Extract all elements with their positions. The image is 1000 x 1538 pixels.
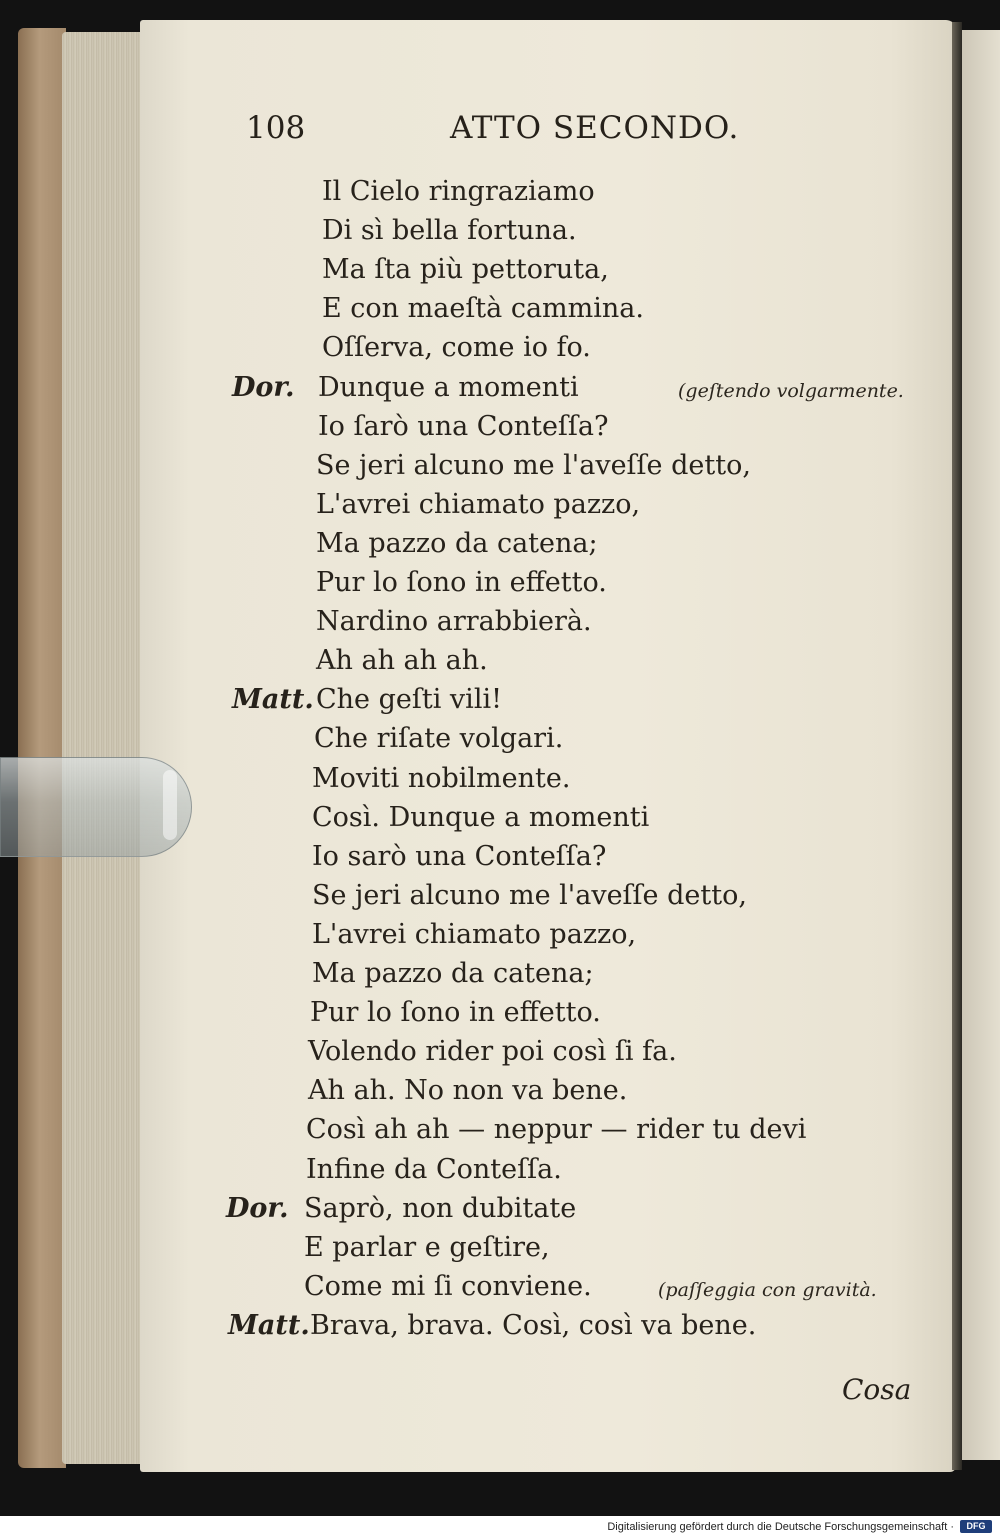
verse-line — [0, 1036, 1000, 1076]
verse-line — [0, 1193, 1000, 1233]
glass-bookmark-clip — [0, 757, 192, 857]
verse-line — [0, 1075, 1000, 1115]
verse-text: Brava, brava. Così, così va bene. — [310, 1309, 757, 1341]
verse-line — [0, 332, 1000, 372]
catchword: Cosa — [842, 1373, 912, 1406]
verse-line — [0, 606, 1000, 646]
speaker-label: Matt. — [228, 1309, 310, 1341]
verse-line — [0, 1271, 1000, 1311]
running-title: ATTO SECONDO. — [450, 110, 740, 146]
verse-line — [0, 215, 1000, 255]
verse-text: Infine da Conteſſa. — [306, 1153, 562, 1185]
verse-text: Ma ſta più pettoruta, — [322, 254, 609, 286]
verse-text: Nardino arrabbierà. — [316, 606, 592, 638]
verse-line — [0, 919, 1000, 959]
verse-text: Il Cielo ringraziamo — [322, 176, 595, 207]
stage-direction: (paſſeggia con gravità. — [658, 1278, 877, 1301]
verse-text: Ma pazzo da catena; — [316, 527, 598, 559]
verse-text: Saprò, non dubitate — [304, 1192, 577, 1224]
verse-line — [0, 489, 1000, 529]
verse-text: Ma pazzo da catena; — [312, 958, 594, 989]
verse-text: Se jeri alcuno me l'aveſſe detto, — [316, 449, 751, 481]
verse-text: Io sarò una Conteſſa? — [312, 840, 607, 872]
verse-line — [0, 1232, 1000, 1272]
verse-text: Moviti nobilmente. — [312, 762, 571, 794]
page-header — [0, 110, 1000, 150]
verse-line — [0, 567, 1000, 607]
verse-text: Che geſti vili! — [316, 684, 502, 716]
verse-text: Come mi ſi conviene. — [304, 1270, 592, 1302]
verse-line — [0, 450, 1000, 490]
verse-line — [0, 645, 1000, 685]
verse-line — [0, 880, 1000, 920]
verse-line — [0, 411, 1000, 451]
verse-text: Pur lo ſono in effetto. — [310, 997, 601, 1029]
speaker-label: Dor. — [226, 1192, 289, 1224]
verse-text: E parlar e geſtire, — [304, 1231, 550, 1263]
verse-line — [0, 1310, 1000, 1350]
verse-line — [0, 372, 1000, 412]
verse-line — [0, 997, 1000, 1037]
speaker-label: Matt. — [232, 684, 314, 716]
verse-text: Di sì bella fortuna. — [322, 215, 577, 247]
verse-line — [0, 1114, 1000, 1154]
verse-text: E con maeſtà cammina. — [322, 293, 644, 325]
verse-line — [0, 293, 1000, 333]
verse-line — [0, 958, 1000, 998]
speaker-label: Dor. — [232, 371, 295, 403]
verse-text: Oſſerva, come io fo. — [322, 332, 591, 364]
verse-text: Se jeri alcuno me l'aveſſe detto, — [312, 879, 747, 911]
digitization-footer — [0, 1516, 1000, 1538]
dfg-logo: DFG — [960, 1520, 992, 1533]
digitization-credit: Digitalisierung gefördert durch die Deutsche Forschungsgemeinschaft · — [607, 1521, 954, 1533]
stage-direction: (geſtendo volgarmente. — [678, 379, 904, 402]
verse-line — [0, 1154, 1000, 1194]
verse-text: Volendo rider poi così ſi fa. — [308, 1036, 677, 1068]
verse-text: Così. Dunque a momenti — [312, 801, 650, 833]
verse-text: L'avrei chiamato pazzo, — [316, 488, 641, 520]
verse-text: Pur lo ſono in effetto. — [316, 567, 607, 598]
verse-text: Ah ah. No non va bene. — [308, 1075, 628, 1107]
verse-text: L'avrei chiamato pazzo, — [312, 918, 637, 950]
verse-text: Così ah ah — neppur — rider tu devi — [306, 1114, 807, 1146]
verse-text: Ah ah ah ah. — [316, 645, 488, 677]
verse-line — [0, 528, 1000, 568]
verse-line — [0, 254, 1000, 294]
verse-text: Io ſarò una Conteſſa? — [318, 410, 609, 442]
verse-text: Dunque a momenti — [318, 371, 579, 403]
verse-text: Che riſate volgari. — [314, 723, 564, 755]
page-number: 108 — [246, 110, 306, 146]
verse-line — [0, 684, 1000, 724]
verse-line — [0, 176, 1000, 216]
